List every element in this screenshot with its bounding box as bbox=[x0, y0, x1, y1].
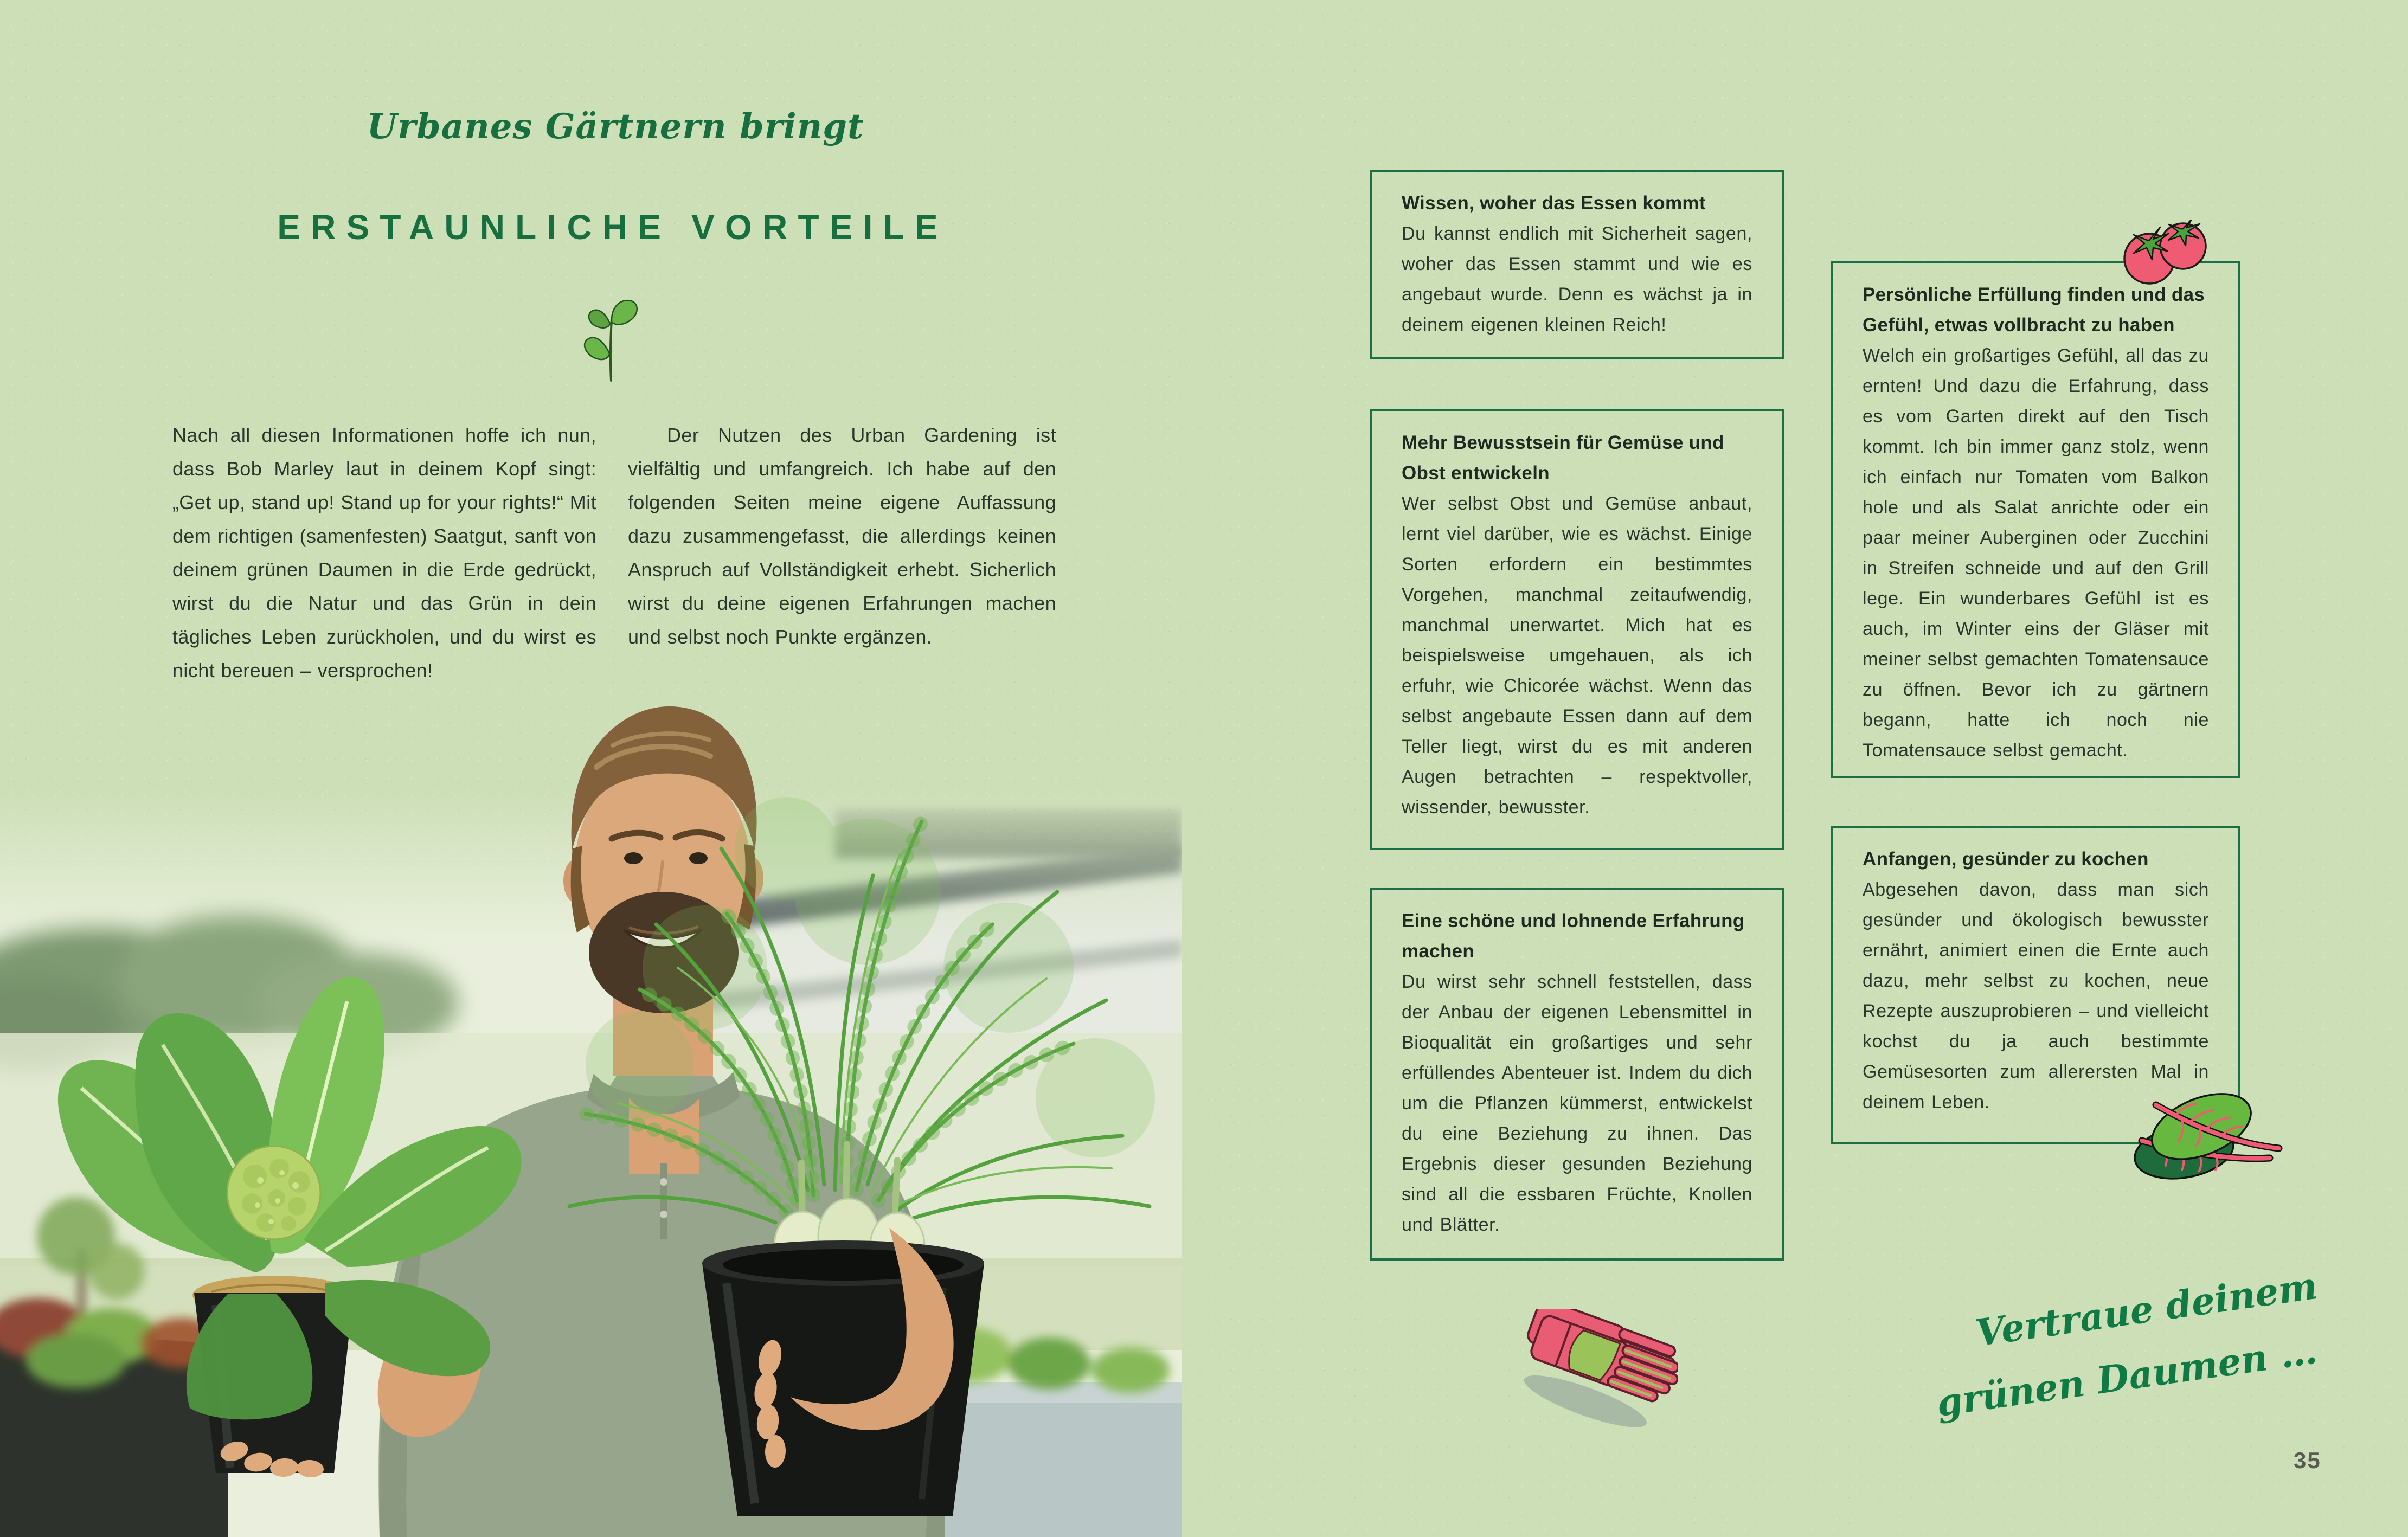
info-box-erfuellung bbox=[1831, 261, 2240, 778]
seedling-icon bbox=[580, 299, 643, 383]
info-box-bewusstsein bbox=[1370, 409, 1784, 850]
info-box-title: Anfangen, gesünder zu kochen bbox=[1863, 848, 2149, 870]
handwritten-quote bbox=[1923, 1251, 2349, 1435]
info-box-title: Persönliche Erfüllung finden und das Gefühl, etwas vollbracht zu haben bbox=[1863, 284, 2205, 336]
info-box-title: Wissen, woher das Essen kommt bbox=[1402, 192, 1706, 214]
page-title: ERSTAUNLICHE VORTEILE bbox=[277, 208, 948, 247]
info-box-body: Wer selbst Obst und Gemüse anbaut, lernt viel darüber, wie es wächst. Einige Sorten erfordern ein bestimmtes Vorgehen, manchmal zeitaufwendig, manchmal unerwartet. Mich hat es beispielsweise umgehauen, als ich erfuhr, wie Chicorée wächst. Wenn das selbst angebaute Essen dann auf dem Teller liegt, wirst du es mit anderen Augen betrachten – respektvoller, wissender, bewusster. bbox=[1402, 493, 1752, 818]
info-box-title: Eine schöne und lohnende Erfahrung machen bbox=[1402, 910, 1745, 962]
paragraph: Nach all diesen Informationen hoffe ich nun, dass Bob Marley laut in deinem Kopf singt: „Get up, stand up! Stand up for your rights!“ Mit dem richtigen (samenfesten) Saatgut, sanft von deinem grünen Daumen in die Erde gedrückt, wirst du die Natur und das Grün in dein tägliches Leben zurückholen, und du wirst es nicht bereuen – versprochen! bbox=[172, 424, 596, 681]
quote-line-2: grünen Daumen … bbox=[1934, 1329, 2320, 1425]
info-box-title: Mehr Bewusstsein für Gemüse und Obst entwickeln bbox=[1402, 432, 1724, 484]
info-box-body: Welch ein großartiges Gefühl, all das zu ernten! Und dazu die Erfahrung, dass es vom Garten direkt auf den Tisch kommt. Ich bin immer ganz stolz, wenn ich einfach nur Tomaten vom Balkon hole und als Salat anrichte oder ein paar meiner Auberginen oder Zucchini in Streifen schneide und auf den Grill lege. Ein wunderbares Gefühl ist es auch, im Winter eins der Gläser mit meiner selbst gemachten Tomatensauce zu öffnen. Bevor ich zu gärtnern begann, hatte ich noch nie Tomatensauce selbst gemacht. bbox=[1863, 345, 2209, 761]
info-box-erfahrung bbox=[1370, 888, 1784, 1261]
paragraph: Der Nutzen des Urban Gardening ist vielfältig und umfangreich. Ich habe auf den folgenden Seiten meine eigene Auffassung dazu zusammengefasst, die allerdings keinen Anspruch auf Vollständigkeit erhebt. Sicherlich wirst du deine eigenen Erfahrungen machen und selbst noch Punkte ergänzen. bbox=[628, 424, 1056, 648]
chard-leaves-icon bbox=[2130, 1091, 2293, 1186]
gardening-gloves-icon bbox=[1510, 1309, 1678, 1434]
info-box-wissen bbox=[1370, 170, 1784, 359]
page-number: 35 bbox=[2294, 1448, 2321, 1473]
info-box-body: Du kannst endlich mit Sicherheit sagen, woher das Essen stammt und wie es angebaut wurde. Denn es wächst ja in deinem eigenen kleinen Reich! bbox=[1402, 223, 1752, 335]
photo-man-with-plants bbox=[0, 686, 1182, 1537]
quote-line-1: Vertraue deinem bbox=[1973, 1264, 2320, 1355]
info-box-body: Abgesehen davon, dass man sich gesünder und ökologisch bewusster ernährt, animiert einen die Ernte auch dazu, mehr selbst zu kochen, neue Rezepte auszuprobieren – und vielleicht kochst du ja auch bestimmte Gemüsesorten zum allerersten Mal in deinem Leben. bbox=[1863, 879, 2209, 1112]
text-column-2 bbox=[628, 419, 1056, 654]
tomatoes-icon bbox=[2117, 220, 2215, 287]
kicker-script-heading: Urbanes Gärtnern bringt bbox=[367, 106, 864, 147]
text-column-1 bbox=[172, 419, 596, 687]
info-box-body: Du wirst sehr schnell feststellen, dass der Anbau der eigenen Lebensmittel in Bioqualität ein großartiges und sehr erfüllendes Abenteuer ist. Indem du dich um die Pflanzen kümmerst, entwickelst du eine Beziehung zu ihnen. Das Ergebnis dieser gesunden Beziehung sind all die essbaren Früchte, Knollen und Blätter. bbox=[1402, 972, 1752, 1235]
